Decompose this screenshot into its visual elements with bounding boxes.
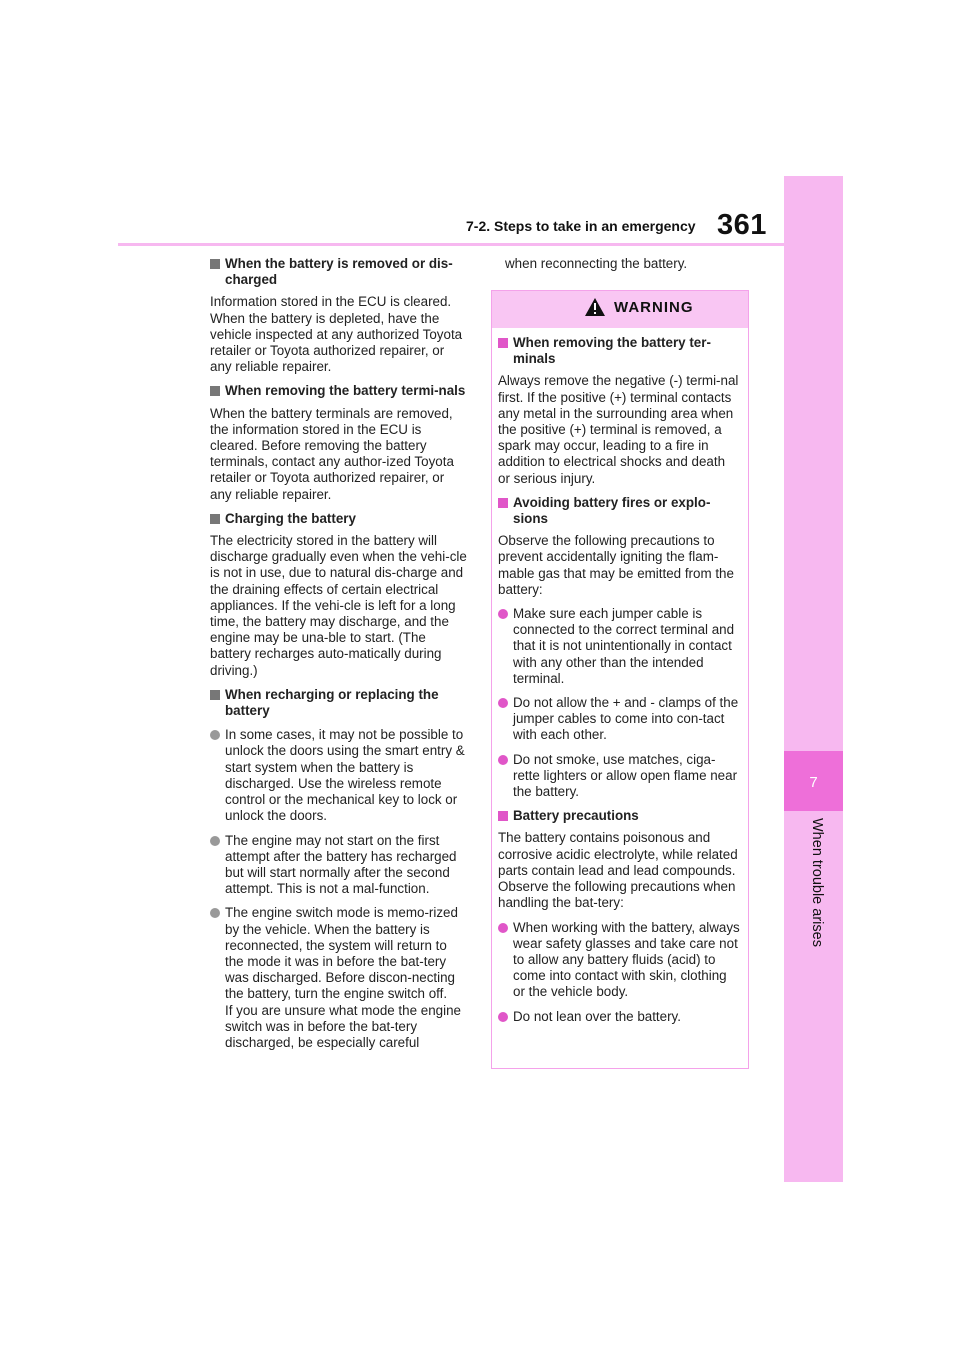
section-heading: When removing the battery termi-nals [210, 383, 468, 399]
list-item: Make sure each jumper cable is connected to the correct terminal and that it is not unintentionally in contact with any other than the intended terminal. [498, 606, 740, 687]
square-bullet-icon [210, 386, 220, 396]
list-item: Do not allow the + and - clamps of the jumper cables to come into con-tact with each other. [498, 695, 740, 744]
section-title: 7-2. Steps to take in an emergency [466, 218, 696, 234]
list-item: The engine may not start on the first attempt after the battery has recharged but will start normally after the second attempt. This is not a mal-function. [210, 833, 468, 898]
square-bullet-icon [498, 811, 508, 821]
square-bullet-icon [498, 338, 508, 348]
circle-bullet-icon [498, 923, 508, 933]
circle-bullet-icon [498, 1012, 508, 1022]
warning-box [491, 290, 749, 1069]
warning-title: WARNING [614, 299, 694, 316]
paragraph: when reconnecting the battery. [505, 256, 688, 271]
circle-bullet-icon [498, 698, 508, 708]
list-item: In some cases, it may not be possible to unlock the doors using the smart entry & start system when the battery is discharged. Use the wireless remote control or the mechanical key to lock or unlock the doors. [210, 727, 468, 824]
warning-heading: Battery precautions [498, 808, 740, 824]
list-item: Do not smoke, use matches, ciga-rette lighters or allow open flame near the battery. [498, 752, 740, 801]
section-heading: Charging the battery [210, 511, 468, 527]
right-column-continuation [505, 256, 755, 276]
paragraph: The battery contains poisonous and corrosive acidic electrolyte, while related parts contain lead and lead compounds. Observe the following precautions when handling the bat-tery: [498, 830, 738, 911]
square-bullet-icon [498, 498, 508, 508]
circle-bullet-icon [210, 730, 220, 740]
left-column [210, 256, 468, 1055]
warning-heading: When removing the battery ter-minals [498, 335, 740, 367]
paragraph: Always remove the negative (-) termi-nal first. If the positive (+) terminal contacts any metal in the surrounding area when the positive (+) terminal is removed, a spark may occur, leading to a fire in addition to electrical shocks and death or serious injury. [498, 373, 739, 486]
chapter-side-tab [784, 176, 843, 1182]
paragraph: Information stored in the ECU is cleared. When the battery is depleted, have the vehicle inspected at any authorized Toyota retailer or Toyota authorized repairer, or any reliable repairer. [210, 294, 463, 375]
list-item: When working with the battery, always wear safety glasses and take care not to allow any battery fluids (acid) to come into contact with skin, clothing or the vehicle body. [498, 920, 740, 1001]
header-divider [118, 243, 784, 246]
chapter-title: When trouble arises [809, 818, 825, 947]
list-item: Do not lean over the battery. [498, 1009, 740, 1025]
warning-heading: Avoiding battery fires or explo-sions [498, 495, 740, 527]
warning-header [492, 291, 748, 328]
paragraph: Observe the following precautions to prevent accidentally igniting the flam-mable gas that may be emitted from the battery: [498, 533, 734, 597]
chapter-number: 7 [784, 751, 843, 811]
square-bullet-icon [210, 514, 220, 524]
circle-bullet-icon [210, 836, 220, 846]
page-number: 361 [717, 209, 767, 241]
square-bullet-icon [210, 259, 220, 269]
warning-triangle-icon [584, 297, 606, 317]
circle-bullet-icon [498, 609, 508, 619]
paragraph: When the battery terminals are removed, the information stored in the ECU is cleared. Before removing the battery terminals, contact any author-ized Toyota retailer or Toyota authorized repairer, or any reliable repairer. [210, 405, 454, 502]
square-bullet-icon [210, 690, 220, 700]
circle-bullet-icon [210, 908, 220, 918]
list-item: The engine switch mode is memo-rized by the vehicle. When the battery is reconnected, the system will return to the mode it was in before the bat-tery was discharged. Before discon-necting the battery, turn the engine switch off. If you are unsure what mode the engine switch was in before the bat-tery discharged, be especially careful [210, 905, 468, 1051]
warning-body [498, 327, 740, 1029]
section-heading: When the battery is removed or dis-charged [210, 256, 468, 288]
circle-bullet-icon [498, 755, 508, 765]
section-heading: When recharging or replacing the battery [210, 687, 468, 719]
paragraph: The electricity stored in the battery will discharge gradually even when the vehi-cle is not in use, due to natural dis-charge and the draining effects of certain electrical appliances. If the vehi-cle is left for a long time, the battery may discharge, and the engine may be una-ble to start. (The battery recharges auto-matically during driving.) [210, 533, 467, 678]
